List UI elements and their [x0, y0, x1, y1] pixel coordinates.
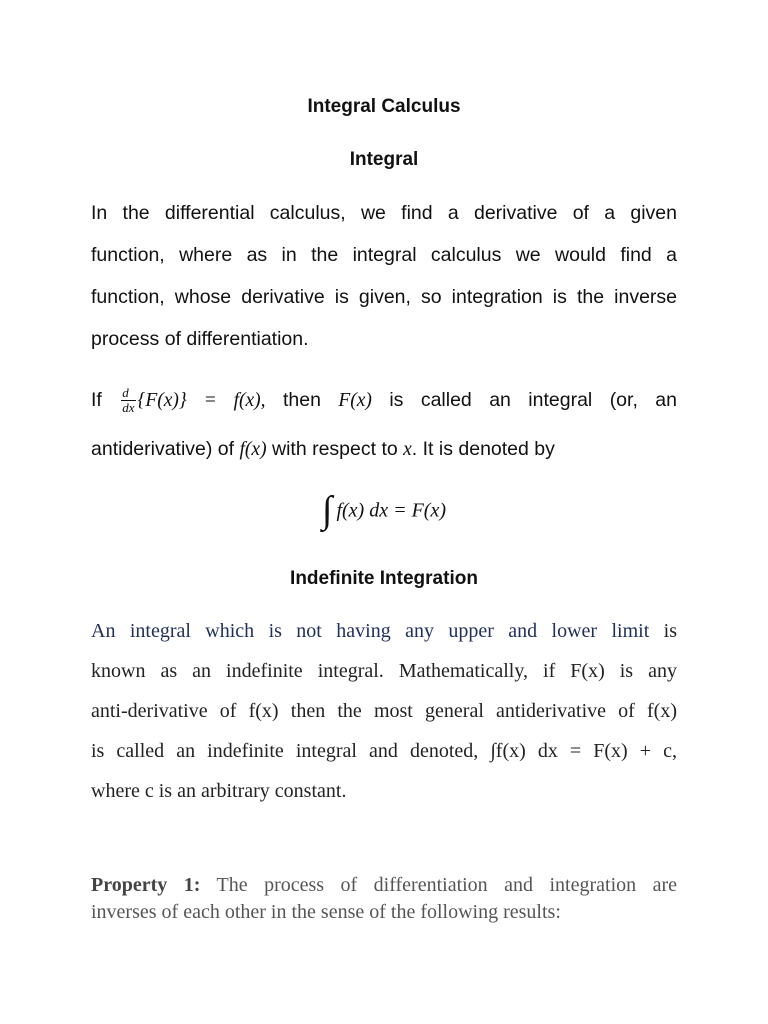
highlight-text: An integral which is not having any upper and lower limit	[91, 620, 650, 642]
if-word: If	[91, 389, 102, 411]
antiderivative-text: antiderivative) of	[91, 438, 235, 460]
denoted-text: . It is denoted by	[411, 438, 555, 460]
property-line: inverses of each other in the sense of the following results:	[91, 901, 561, 923]
x-variable: x	[403, 439, 412, 460]
intro-line: function, whose derivative is given, so integration is the inverse	[91, 286, 677, 308]
property-text-1: The process of differentiation and integration are	[216, 874, 678, 896]
is-word: is	[663, 620, 677, 642]
fraction-denominator: dx	[122, 400, 135, 416]
indefinite-paragraph	[91, 611, 677, 811]
indefinite-line: where c is an arbitrary constant.	[91, 780, 347, 802]
indefinite-line: is called an indefinite integral and denoted, ∫f(x) dx = F(x) + c,	[91, 740, 677, 762]
property-1	[91, 872, 677, 926]
definition-line-2	[91, 428, 677, 471]
indefinite-line	[91, 611, 677, 651]
definition-line-1	[91, 378, 677, 423]
integral-sign: ∫	[322, 489, 333, 531]
then-word: then	[282, 389, 321, 411]
property-label: Property 1:	[91, 874, 201, 896]
indefinite-line: known as an indefinite integral. Mathematically, if F(x) is any	[91, 660, 677, 682]
definition-line	[91, 378, 677, 423]
respect-text: with respect to	[271, 438, 398, 460]
intro-line: function, where as in the integral calculus we would find a	[91, 244, 677, 266]
property-line	[91, 872, 677, 899]
derivative-fraction	[121, 386, 135, 415]
page-title: Integral Calculus	[307, 96, 461, 117]
fraction-numerator: d	[121, 386, 135, 401]
intro-line: In the differential calculus, we find a derivative of a given	[91, 202, 677, 224]
definition-lhs: {F(x)} = f(x),	[137, 390, 266, 411]
equation-body: f(x) dx = F(x)	[336, 499, 446, 522]
indefinite-line: anti-derivative of f(x) then the most general antiderivative of f(x)	[91, 700, 677, 722]
fx-expression: f(x)	[239, 439, 267, 460]
intro-paragraph	[91, 192, 677, 360]
intro-line: process of differentiation.	[91, 328, 309, 350]
display-equation	[0, 490, 768, 534]
section-heading-indefinite: Indefinite Integration	[290, 568, 478, 589]
section-heading-integral: Integral	[349, 149, 419, 170]
called-text: is called an integral (or, an	[389, 389, 677, 411]
Fx-expression: F(x)	[338, 390, 372, 411]
